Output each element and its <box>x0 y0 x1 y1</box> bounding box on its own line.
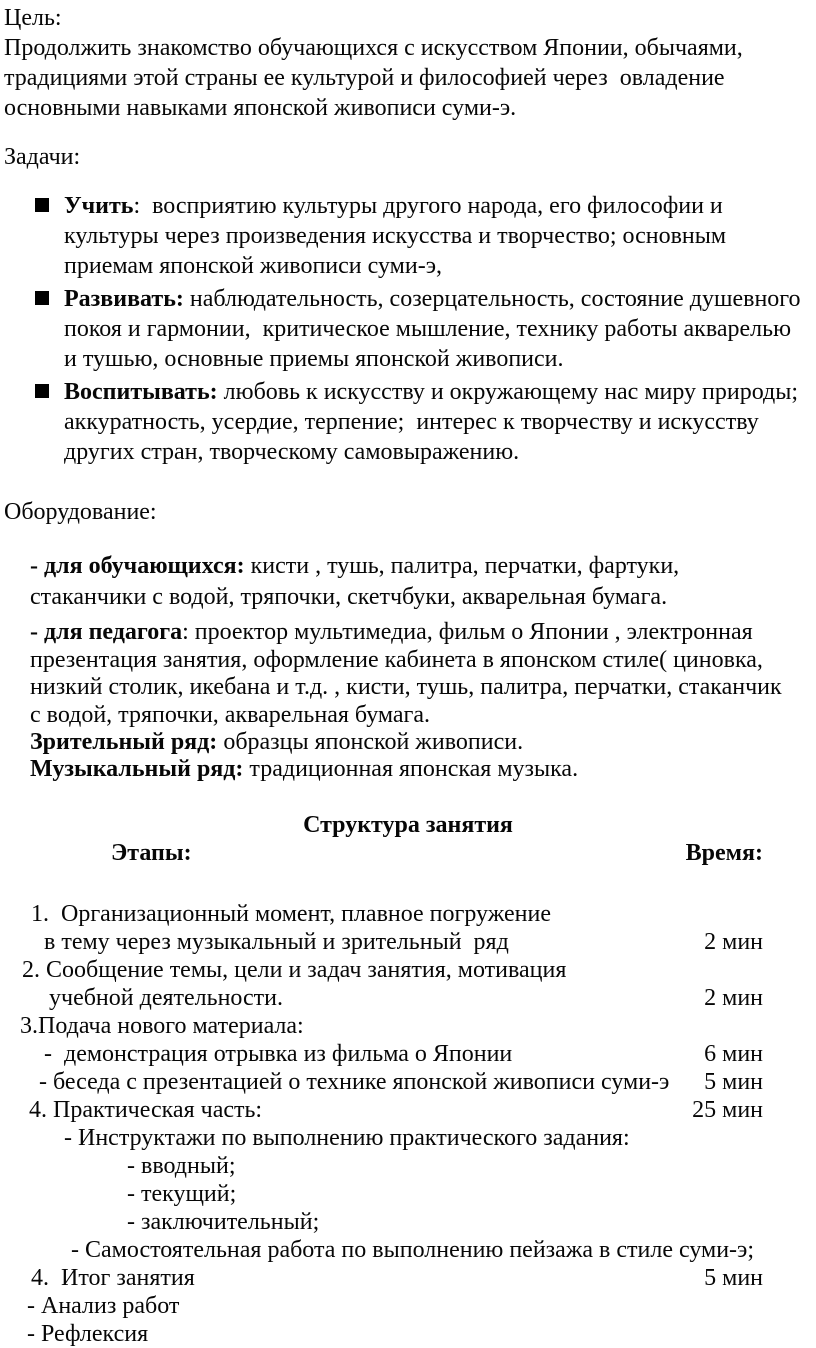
schedule-text: - Инструктажи по выполнению практического задания: <box>64 1125 630 1151</box>
schedule-text: - демонстрация отрывка из фильма о Японии <box>44 1041 513 1067</box>
equipment-text: традиционная японская музыка. <box>243 756 579 782</box>
schedule-time: 2 мин <box>704 929 763 955</box>
equipment-line <box>30 551 812 582</box>
square-bullet-icon <box>35 198 49 212</box>
schedule-text: - вводный; <box>127 1153 236 1179</box>
tasks-heading: Задачи: <box>4 144 81 170</box>
schedule-text: - Анализ работ <box>27 1293 180 1319</box>
equipment-text: образцы японской живописи. <box>217 729 524 755</box>
equipment-line <box>30 619 812 647</box>
schedule-row <box>4 1012 812 1040</box>
schedule-text: - беседа с презентацией о технике японской живописи суми-э <box>39 1069 676 1095</box>
schedule-text: учебной деятельности. <box>49 985 284 1011</box>
bullet-line <box>64 377 812 407</box>
bullet-line: покоя и гармонии, критическое мышление, технику работы акварелью <box>64 316 791 342</box>
goal-paragraph <box>4 33 812 123</box>
equipment-heading: Оборудование: <box>4 499 157 525</box>
bullet-line: других стран, творческому самовыражению. <box>64 439 520 465</box>
equipment-line: стаканчики с водой, тряпочки, скетчбуки, акварельная бумага. <box>30 584 668 610</box>
bullet-lead: Развивать: <box>64 286 184 312</box>
schedule-row <box>4 1236 812 1264</box>
equipment-lead: - для педагога <box>30 619 183 645</box>
equipment-line: с водой, тряпочки, акварельная бумага. <box>30 701 431 728</box>
schedule-row <box>4 1264 812 1292</box>
equipment-text: : проектор мультимедиа, фильм о Японии , электронная <box>182 619 753 645</box>
bullet-line <box>64 284 812 314</box>
bullet-line: культуры через произведения искусства и творчество; основным <box>64 223 727 249</box>
schedule-text: - текущий; <box>127 1181 237 1207</box>
equipment-item-teacher <box>30 619 812 729</box>
bullet-line: приемам японской живописи суми-э, <box>64 253 442 279</box>
schedule-row <box>4 1096 812 1124</box>
schedule-row <box>4 1152 812 1180</box>
schedule-time: 5 мин <box>704 1265 763 1291</box>
bullet-line <box>64 191 812 221</box>
goal-heading: Цель: <box>4 5 62 31</box>
schedule-time: 5 мин <box>704 1069 763 1095</box>
schedule-text: 4. Итог занятия <box>31 1265 195 1291</box>
goal-line: традициями этой страны ее культурой и философией через овладение <box>4 65 725 91</box>
schedule-text: в тему через музыкальный и зрительный ряд <box>44 929 509 955</box>
time-column-header: Время: <box>685 840 763 866</box>
tasks-bullet-list <box>4 191 812 467</box>
bullet-text: : восприятию культуры другого народа, его философии и <box>133 193 723 219</box>
schedule-text: 1. Организационный момент, плавное погружение <box>31 901 551 927</box>
square-bullet-icon <box>35 291 49 305</box>
schedule-row <box>4 956 812 984</box>
equipment-list <box>4 551 812 783</box>
schedule-text: 2. Сообщение темы, цели и задач занятия, мотивация <box>22 957 567 983</box>
bullet-item-develop <box>4 284 812 374</box>
schedule-text: 4. Практическая часть: <box>29 1097 263 1123</box>
bullet-lead: Учить <box>64 193 134 219</box>
structure-title: Структура занятия <box>303 812 513 838</box>
schedule <box>4 900 812 1348</box>
equipment-item-visual <box>30 729 812 756</box>
bullet-line: и тушью, основные приемы японской живописи. <box>64 346 564 372</box>
schedule-row <box>4 928 812 956</box>
structure-column-headers <box>4 839 812 867</box>
schedule-time: 6 мин <box>704 1041 763 1067</box>
bullet-text: любовь к искусству и окружающему нас миру природы; <box>217 379 799 405</box>
schedule-row <box>4 984 812 1012</box>
schedule-row <box>4 900 812 928</box>
bullet-item-educate <box>4 377 812 467</box>
schedule-row <box>4 1124 812 1152</box>
schedule-text: 3.Подача нового материала: <box>20 1013 304 1039</box>
stages-column-header: Этапы: <box>111 840 192 866</box>
schedule-text: - Рефлексия <box>27 1321 149 1347</box>
equipment-line <box>30 729 812 756</box>
equipment-line: низкий столик, икебана и т.д. , кисти, тушь, палитра, перчатки, стаканчик <box>30 674 782 700</box>
goal-line: основными навыками японской живописи суми-э. <box>4 95 517 121</box>
bullet-item-teach <box>4 191 812 281</box>
equipment-item-music <box>30 756 812 783</box>
bullet-text: наблюдательность, созерцательность, состояние душевного <box>183 286 801 312</box>
schedule-time: 25 мин <box>692 1097 763 1123</box>
goal-line: Продолжить знакомство обучающихся с искусством Японии, обычаями, <box>4 35 743 61</box>
schedule-text: - Самостоятельная работа по выполнению пейзажа в стиле суми-э; <box>71 1237 755 1263</box>
equipment-line <box>30 756 812 783</box>
bullet-line: аккуратность, усердие, терпение; интерес к творчеству и искусству <box>64 409 759 435</box>
schedule-time: 2 мин <box>704 985 763 1011</box>
schedule-row <box>4 1180 812 1208</box>
schedule-text: - заключительный; <box>127 1209 320 1235</box>
equipment-lead: Зрительный ряд: <box>30 729 218 755</box>
equipment-lead: - для обучающихся: <box>30 553 245 579</box>
bullet-lead: Воспитывать: <box>64 379 218 405</box>
equipment-lead: Музыкальный ряд: <box>30 756 244 782</box>
equipment-text: кисти , тушь, палитра, перчатки, фартуки, <box>244 553 680 579</box>
schedule-row <box>4 1320 812 1348</box>
schedule-row <box>4 1068 812 1096</box>
equipment-item-students <box>30 551 812 613</box>
square-bullet-icon <box>35 384 49 398</box>
schedule-row <box>4 1292 812 1320</box>
schedule-row <box>4 1208 812 1236</box>
equipment-line: презентация занятия, оформление кабинета в японском стиле( циновка, <box>30 646 763 673</box>
schedule-row <box>4 1040 812 1068</box>
